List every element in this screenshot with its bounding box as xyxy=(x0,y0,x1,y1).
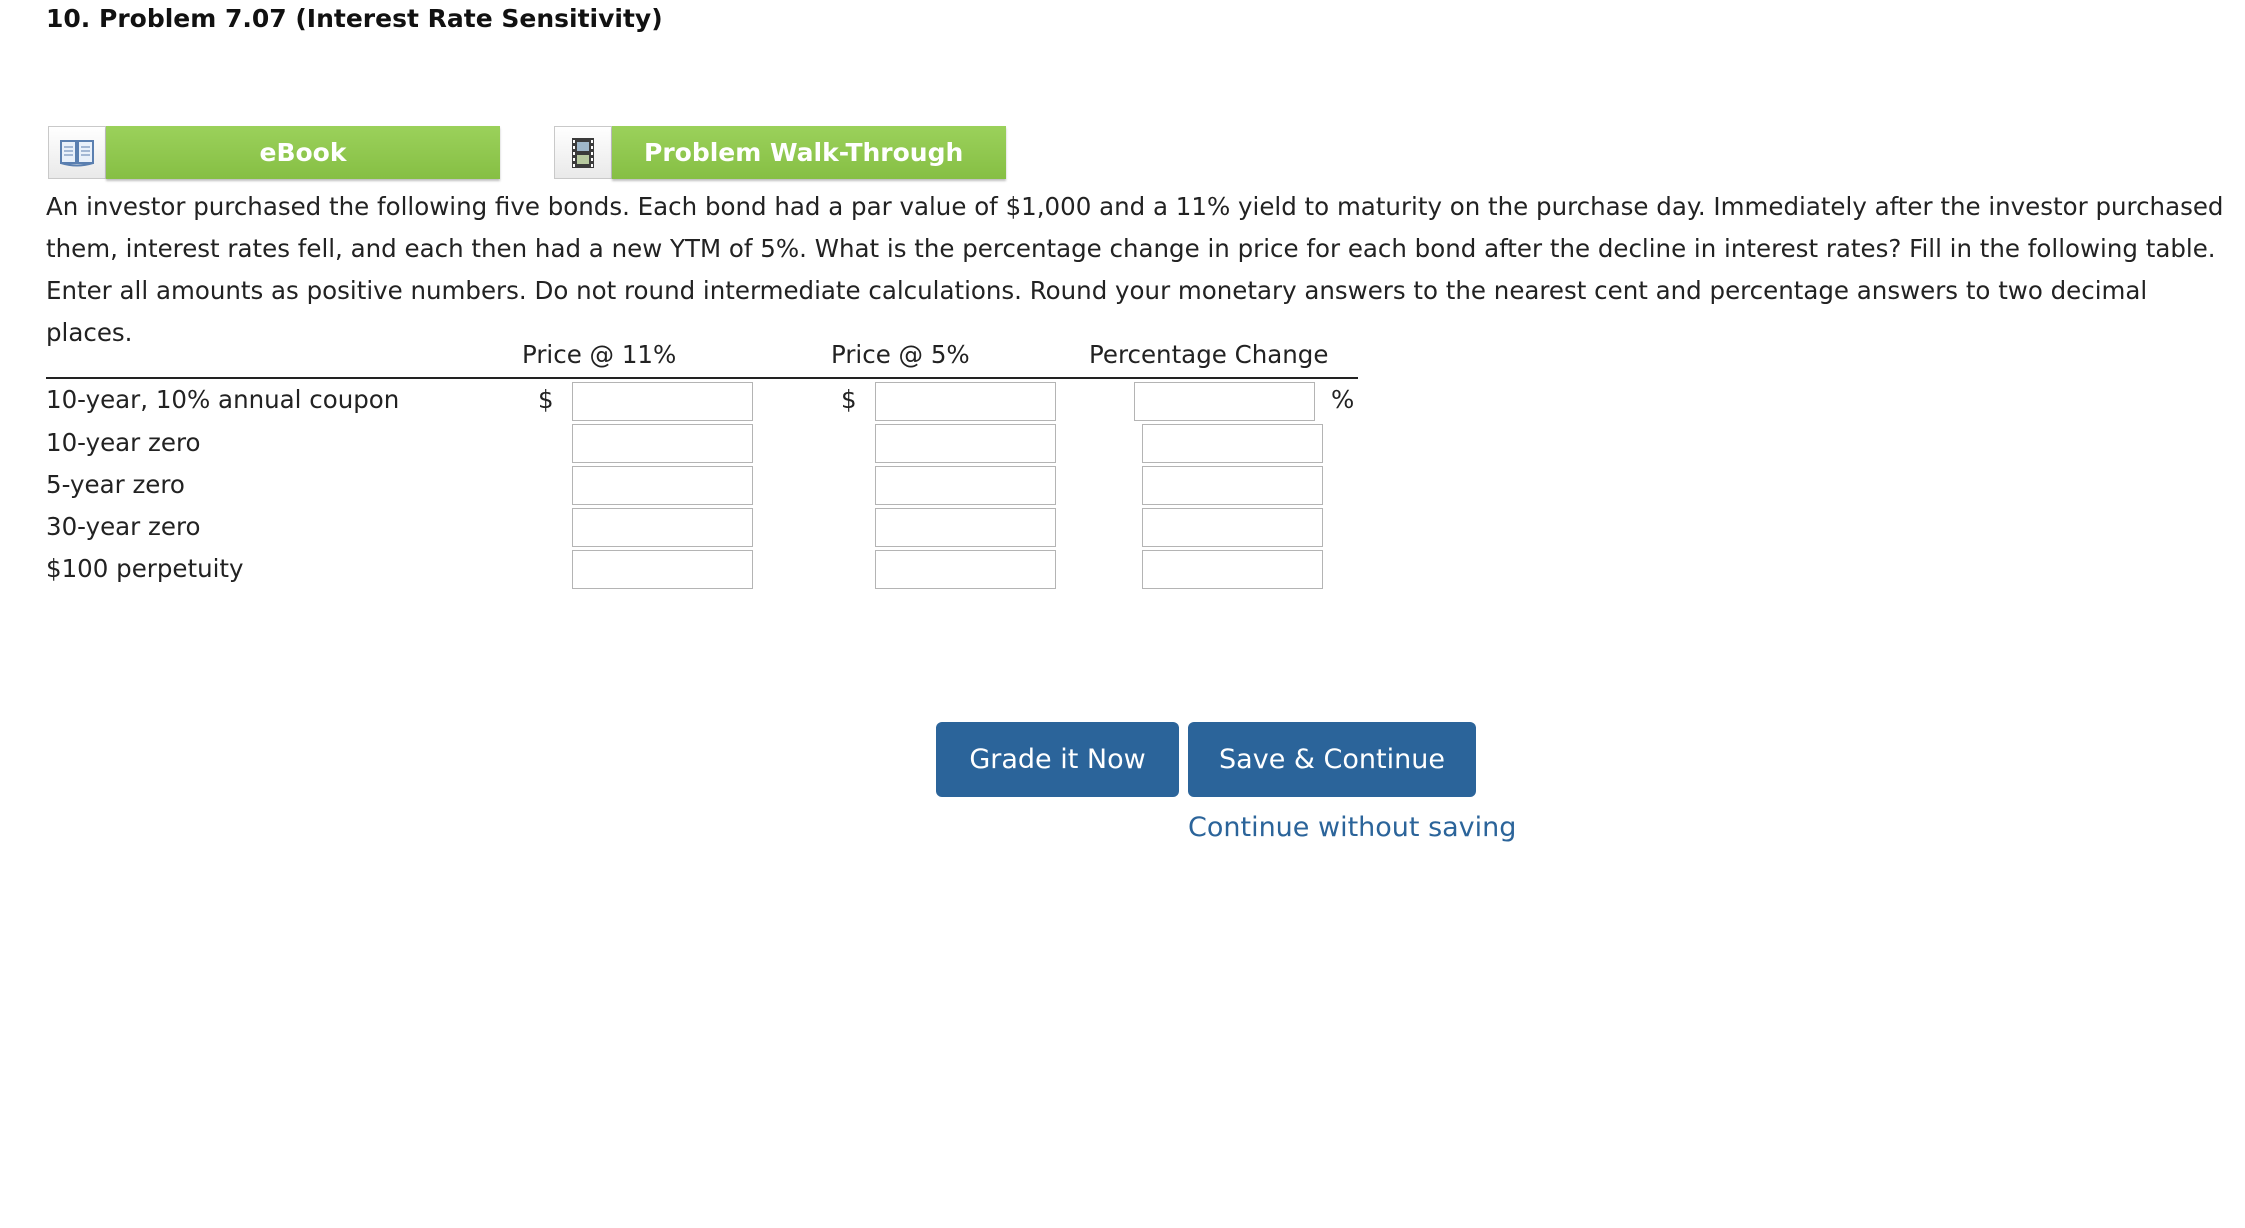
price-11-input[interactable] xyxy=(572,508,753,547)
percentage-change-input[interactable] xyxy=(1142,466,1323,505)
book-icon xyxy=(48,126,106,179)
price-5-input[interactable] xyxy=(875,508,1056,547)
price-11-input[interactable] xyxy=(572,550,753,589)
continue-without-saving-link[interactable]: Continue without saving xyxy=(1188,812,1517,843)
percentage-change-input[interactable] xyxy=(1142,424,1323,463)
percentage-change-input[interactable] xyxy=(1142,550,1323,589)
percent-sign: % xyxy=(1331,385,1355,414)
price-5-input[interactable] xyxy=(875,550,1056,589)
header-percentage-change: Percentage Change xyxy=(1089,340,1329,369)
header-price-11: Price @ 11% xyxy=(522,340,677,369)
grade-it-now-button[interactable]: Grade it Now xyxy=(936,722,1179,797)
row-label: 10-year, 10% annual coupon xyxy=(46,385,400,414)
header-divider xyxy=(46,377,1358,379)
problem-title: 10. Problem 7.07 (Interest Rate Sensitivity) xyxy=(46,4,663,33)
price-11-input[interactable] xyxy=(572,424,753,463)
row-label: 5-year zero xyxy=(46,470,185,499)
problem-walkthrough-label: Problem Walk-Through xyxy=(612,126,1006,179)
row-label: 30-year zero xyxy=(46,512,201,541)
ebook-button[interactable] xyxy=(48,126,500,179)
price-5-input[interactable] xyxy=(875,466,1056,505)
price-11-input[interactable] xyxy=(572,466,753,505)
row-label: 10-year zero xyxy=(46,428,201,457)
question-text: An investor purchased the following five bonds. Each bond had a par value of $1,000 and a 11% yield to maturity on the purchase day. Immediately after the investor purchased them, interest rates fell, and each then had a new YTM of 5%. What is the percentage change in price for each bond after the decline in interest rates? Fill in the following table. Enter all amounts as positive numbers. Do not round intermediate calculations. Round your monetary answers to the nearest cent and percentage answers to two decimal places. xyxy=(46,192,2224,347)
dollar-sign: $ xyxy=(538,385,554,414)
film-icon xyxy=(554,126,612,179)
percentage-change-input[interactable] xyxy=(1134,382,1315,421)
save-and-continue-button[interactable]: Save & Continue xyxy=(1188,722,1476,797)
header-price-5: Price @ 5% xyxy=(831,340,970,369)
dollar-sign: $ xyxy=(841,385,857,414)
price-5-input[interactable] xyxy=(875,382,1056,421)
problem-walkthrough-button[interactable] xyxy=(554,126,1006,179)
percentage-change-input[interactable] xyxy=(1142,508,1323,547)
row-label: $100 perpetuity xyxy=(46,554,244,583)
price-5-input[interactable] xyxy=(875,424,1056,463)
ebook-label: eBook xyxy=(106,126,500,179)
price-11-input[interactable] xyxy=(572,382,753,421)
